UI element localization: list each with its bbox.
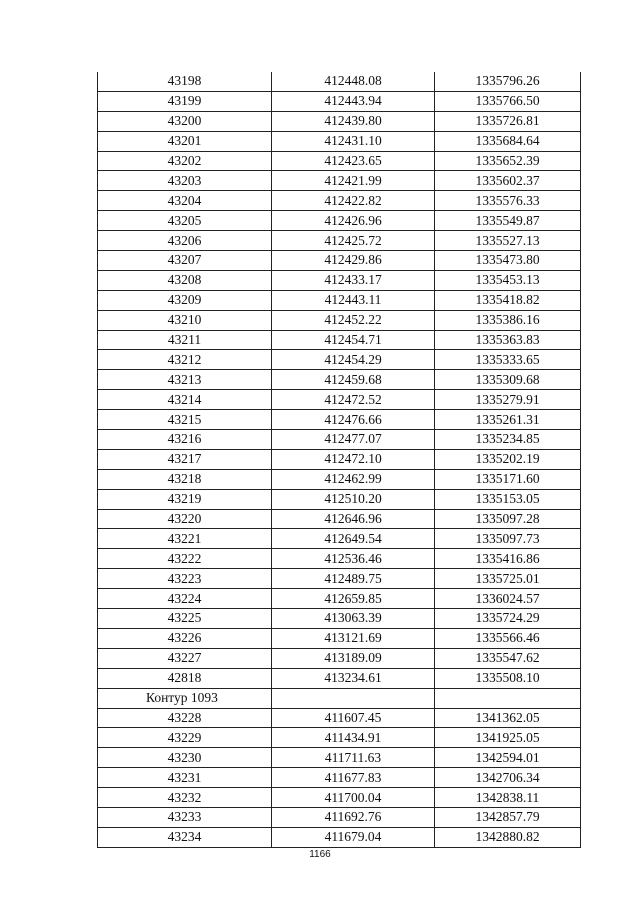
x-coordinate-cell: 412452.22 xyxy=(272,310,435,330)
y-coordinate-cell: 1335418.82 xyxy=(435,290,581,310)
x-coordinate-cell: 412426.96 xyxy=(272,211,435,231)
table-row xyxy=(98,151,581,171)
y-coordinate-cell: 1335684.64 xyxy=(435,131,581,151)
table-row xyxy=(98,469,581,489)
x-coordinate-cell: 412448.08 xyxy=(272,72,435,91)
coordinates-table-body xyxy=(98,72,581,847)
point-number-cell: 43204 xyxy=(98,191,272,211)
point-number-cell: 43219 xyxy=(98,489,272,509)
point-number-cell: 43224 xyxy=(98,589,272,609)
point-number-cell: 43225 xyxy=(98,609,272,629)
point-number-cell: 43226 xyxy=(98,628,272,648)
point-number-cell: 43208 xyxy=(98,270,272,290)
table-row xyxy=(98,251,581,271)
y-coordinate-cell: 1335309.68 xyxy=(435,370,581,390)
table-row xyxy=(98,390,581,410)
table-row xyxy=(98,211,581,231)
table-row xyxy=(98,628,581,648)
table-row xyxy=(98,668,581,688)
point-number-cell: 43214 xyxy=(98,390,272,410)
y-coordinate-cell: 1335725.01 xyxy=(435,569,581,589)
section-label: Контур 1093 xyxy=(98,688,272,708)
point-number-cell: 43222 xyxy=(98,549,272,569)
point-number-cell: 43217 xyxy=(98,449,272,469)
x-coordinate-cell: 412472.52 xyxy=(272,390,435,410)
x-coordinate-cell: 411434.91 xyxy=(272,728,435,748)
table-row xyxy=(98,310,581,330)
x-coordinate-cell: 412489.75 xyxy=(272,569,435,589)
table-row xyxy=(98,589,581,609)
page-number: 1166 xyxy=(309,849,331,860)
y-coordinate-cell: 1335333.65 xyxy=(435,350,581,370)
y-coordinate-cell: 1335261.31 xyxy=(435,410,581,430)
y-coordinate-cell: 1335796.26 xyxy=(435,72,581,91)
point-number-cell: 43207 xyxy=(98,251,272,271)
x-coordinate-cell: 412454.71 xyxy=(272,330,435,350)
point-number-cell: 43200 xyxy=(98,111,272,131)
y-coordinate-cell: 1342706.34 xyxy=(435,768,581,788)
y-coordinate-cell: 1342838.11 xyxy=(435,788,581,808)
x-coordinate-cell: 413189.09 xyxy=(272,648,435,668)
y-coordinate-cell: 1335279.91 xyxy=(435,390,581,410)
table-row xyxy=(98,430,581,450)
point-number-cell: 43230 xyxy=(98,748,272,768)
table-row xyxy=(98,111,581,131)
x-coordinate-cell: 412536.46 xyxy=(272,549,435,569)
table-row xyxy=(98,788,581,808)
table-row xyxy=(98,569,581,589)
table-row xyxy=(98,171,581,191)
x-coordinate-cell: 412423.65 xyxy=(272,151,435,171)
table-row xyxy=(98,72,581,91)
table-row xyxy=(98,370,581,390)
y-coordinate-cell: 1335153.05 xyxy=(435,489,581,509)
y-coordinate-cell: 1336024.57 xyxy=(435,589,581,609)
y-coordinate-cell: 1335234.85 xyxy=(435,430,581,450)
y-coordinate-cell: 1335549.87 xyxy=(435,211,581,231)
y-coordinate-cell: 1341362.05 xyxy=(435,708,581,728)
y-coordinate-cell: 1335416.86 xyxy=(435,549,581,569)
y-coordinate-cell: 1335473.80 xyxy=(435,251,581,271)
table-row xyxy=(98,529,581,549)
table-row xyxy=(98,91,581,111)
x-coordinate-cell: 411711.63 xyxy=(272,748,435,768)
point-number-cell: 43198 xyxy=(98,72,272,91)
point-number-cell: 43210 xyxy=(98,310,272,330)
y-coordinate-cell: 1335602.37 xyxy=(435,171,581,191)
point-number-cell: 43203 xyxy=(98,171,272,191)
y-coordinate-cell: 1335097.28 xyxy=(435,509,581,529)
table-row xyxy=(98,489,581,509)
point-number-cell: 43233 xyxy=(98,807,272,827)
y-coordinate-cell: 1335386.16 xyxy=(435,310,581,330)
y-coordinate-cell: 1335652.39 xyxy=(435,151,581,171)
x-coordinate-cell: 412425.72 xyxy=(272,231,435,251)
x-coordinate-cell: 412439.80 xyxy=(272,111,435,131)
y-coordinate-cell: 1335171.60 xyxy=(435,469,581,489)
point-number-cell: 43229 xyxy=(98,728,272,748)
x-coordinate-cell: 412443.94 xyxy=(272,91,435,111)
y-coordinate-cell: 1335724.29 xyxy=(435,609,581,629)
table-row xyxy=(98,410,581,430)
table-row xyxy=(98,131,581,151)
empty-cell xyxy=(435,688,581,708)
x-coordinate-cell: 412431.10 xyxy=(272,131,435,151)
x-coordinate-cell: 412429.86 xyxy=(272,251,435,271)
x-coordinate-cell: 412459.68 xyxy=(272,370,435,390)
table-row xyxy=(98,648,581,668)
x-coordinate-cell: 412454.29 xyxy=(272,350,435,370)
x-coordinate-cell: 412477.07 xyxy=(272,430,435,450)
x-coordinate-cell: 411677.83 xyxy=(272,768,435,788)
y-coordinate-cell: 1335527.13 xyxy=(435,231,581,251)
point-number-cell: 42818 xyxy=(98,668,272,688)
point-number-cell: 43215 xyxy=(98,410,272,430)
table-row xyxy=(98,768,581,788)
y-coordinate-cell: 1341925.05 xyxy=(435,728,581,748)
x-coordinate-cell: 411692.76 xyxy=(272,807,435,827)
x-coordinate-cell: 413063.39 xyxy=(272,609,435,629)
table-row xyxy=(98,609,581,629)
point-number-cell: 43209 xyxy=(98,290,272,310)
table-row xyxy=(98,509,581,529)
point-number-cell: 43227 xyxy=(98,648,272,668)
point-number-cell: 43216 xyxy=(98,430,272,450)
x-coordinate-cell: 412462.99 xyxy=(272,469,435,489)
point-number-cell: 43205 xyxy=(98,211,272,231)
y-coordinate-cell: 1335566.46 xyxy=(435,628,581,648)
x-coordinate-cell: 412472.10 xyxy=(272,449,435,469)
y-coordinate-cell: 1335363.83 xyxy=(435,330,581,350)
x-coordinate-cell: 413234.61 xyxy=(272,668,435,688)
empty-cell xyxy=(272,688,435,708)
table-row xyxy=(98,270,581,290)
table-row xyxy=(98,231,581,251)
table-row xyxy=(98,748,581,768)
point-number-cell: 43202 xyxy=(98,151,272,171)
y-coordinate-cell: 1342857.79 xyxy=(435,807,581,827)
x-coordinate-cell: 412421.99 xyxy=(272,171,435,191)
x-coordinate-cell: 412659.85 xyxy=(272,589,435,609)
y-coordinate-cell: 1335097.73 xyxy=(435,529,581,549)
point-number-cell: 43232 xyxy=(98,788,272,808)
x-coordinate-cell: 412422.82 xyxy=(272,191,435,211)
coordinates-table xyxy=(97,72,581,848)
x-coordinate-cell: 412433.17 xyxy=(272,270,435,290)
table-row xyxy=(98,807,581,827)
y-coordinate-cell: 1342880.82 xyxy=(435,827,581,847)
x-coordinate-cell: 411679.04 xyxy=(272,827,435,847)
point-number-cell: 43213 xyxy=(98,370,272,390)
table-row xyxy=(98,350,581,370)
table-row xyxy=(98,191,581,211)
point-number-cell: 43218 xyxy=(98,469,272,489)
section-row xyxy=(98,688,581,708)
point-number-cell: 43228 xyxy=(98,708,272,728)
point-number-cell: 43221 xyxy=(98,529,272,549)
point-number-cell: 43211 xyxy=(98,330,272,350)
x-coordinate-cell: 412443.11 xyxy=(272,290,435,310)
point-number-cell: 43199 xyxy=(98,91,272,111)
x-coordinate-cell: 412476.66 xyxy=(272,410,435,430)
y-coordinate-cell: 1335726.81 xyxy=(435,111,581,131)
x-coordinate-cell: 412646.96 xyxy=(272,509,435,529)
point-number-cell: 43220 xyxy=(98,509,272,529)
y-coordinate-cell: 1342594.01 xyxy=(435,748,581,768)
table-row xyxy=(98,549,581,569)
y-coordinate-cell: 1335453.13 xyxy=(435,270,581,290)
table-row xyxy=(98,827,581,847)
table-row xyxy=(98,708,581,728)
y-coordinate-cell: 1335766.50 xyxy=(435,91,581,111)
point-number-cell: 43223 xyxy=(98,569,272,589)
x-coordinate-cell: 412510.20 xyxy=(272,489,435,509)
point-number-cell: 43212 xyxy=(98,350,272,370)
point-number-cell: 43234 xyxy=(98,827,272,847)
y-coordinate-cell: 1335508.10 xyxy=(435,668,581,688)
point-number-cell: 43201 xyxy=(98,131,272,151)
table-row xyxy=(98,449,581,469)
x-coordinate-cell: 412649.54 xyxy=(272,529,435,549)
x-coordinate-cell: 411700.04 xyxy=(272,788,435,808)
y-coordinate-cell: 1335202.19 xyxy=(435,449,581,469)
y-coordinate-cell: 1335547.62 xyxy=(435,648,581,668)
point-number-cell: 43206 xyxy=(98,231,272,251)
table-row xyxy=(98,330,581,350)
x-coordinate-cell: 411607.45 xyxy=(272,708,435,728)
x-coordinate-cell: 413121.69 xyxy=(272,628,435,648)
table-row xyxy=(98,290,581,310)
point-number-cell: 43231 xyxy=(98,768,272,788)
table-row xyxy=(98,728,581,748)
y-coordinate-cell: 1335576.33 xyxy=(435,191,581,211)
